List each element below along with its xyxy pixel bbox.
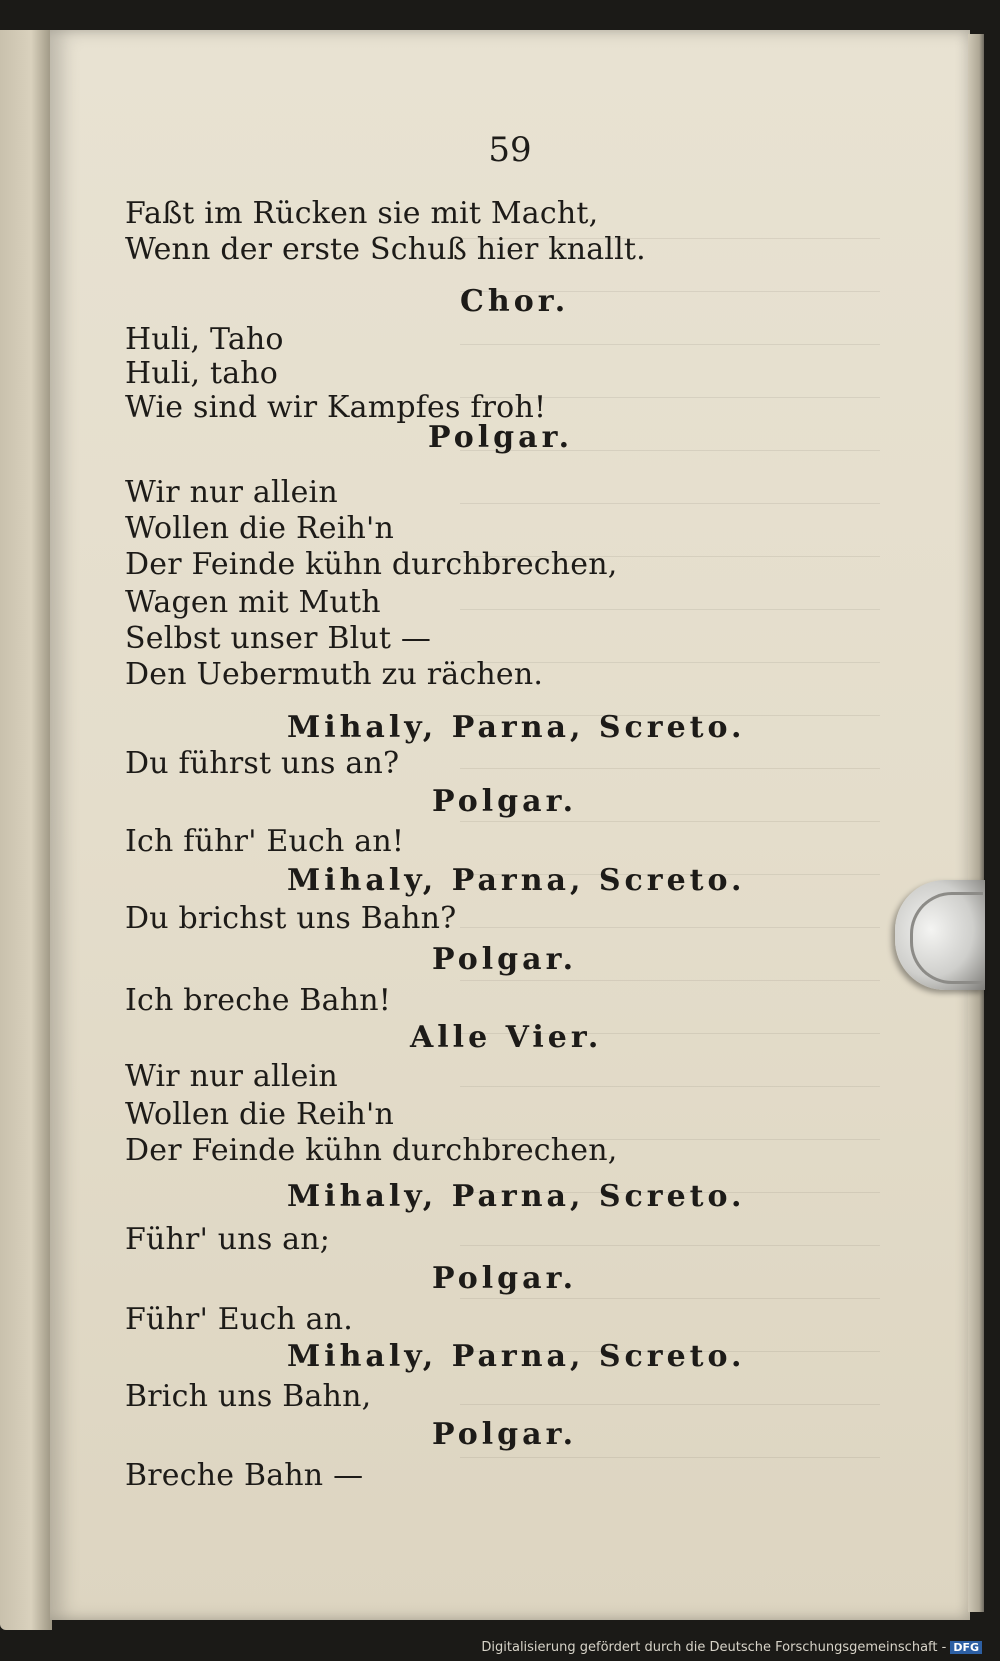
digitization-credit — [481, 1640, 982, 1655]
verse-line: Wir nur allein — [125, 475, 338, 510]
page-edge — [968, 34, 984, 1612]
verse-line: Du brichst uns Bahn? — [125, 901, 457, 936]
verse-line: Du führst uns an? — [125, 746, 400, 781]
verse-line: Huli, Taho — [125, 322, 284, 357]
verse-line: Brich uns Bahn, — [125, 1379, 372, 1414]
speaker-heading: Polgar. — [432, 784, 578, 819]
speaker-heading: Mihaly, Parna, Screto. — [287, 1179, 746, 1214]
verse-line: Der Feinde kühn durchbrechen, — [125, 1133, 618, 1168]
verse-line: Faßt im Rücken sie mit Macht, — [125, 196, 599, 231]
verse-line: Wie sind wir Kampfes froh! — [125, 390, 547, 425]
verse-line: Führ' uns an; — [125, 1222, 331, 1257]
verse-line: Ich breche Bahn! — [125, 983, 392, 1018]
verse-line: Huli, taho — [125, 356, 279, 391]
page-clip-rim — [910, 892, 983, 984]
verse-line: Selbst unser Blut — — [125, 621, 432, 656]
verse-line: Wollen die Reih'n — [125, 1097, 394, 1132]
speaker-heading: Polgar. — [432, 942, 578, 977]
speaker-heading: Mihaly, Parna, Screto. — [287, 863, 746, 898]
dfg-logo: DFG — [950, 1641, 982, 1654]
verse-line: Der Feinde kühn durchbrechen, — [125, 547, 618, 582]
speaker-heading: Polgar. — [432, 1417, 578, 1452]
verse-line: Wir nur allein — [125, 1059, 338, 1094]
credit-text: Digitalisierung gefördert durch die Deutsche Forschungsgemeinschaft - — [481, 1640, 947, 1655]
speaker-heading: Mihaly, Parna, Screto. — [287, 710, 746, 745]
verse-line: Wagen mit Muth — [125, 585, 381, 620]
verse-line: Führ' Euch an. — [125, 1302, 354, 1337]
verse-line: Den Uebermuth zu rächen. — [125, 657, 544, 692]
verse-line: Breche Bahn — — [125, 1458, 364, 1493]
page-number: 59 — [488, 130, 532, 170]
book-spine — [0, 30, 52, 1630]
verse-line: Wenn der erste Schuß hier knallt. — [125, 232, 646, 267]
speaker-heading: Alle Vier. — [410, 1020, 603, 1055]
verse-line: Wollen die Reih'n — [125, 511, 394, 546]
speaker-heading: Polgar. — [428, 420, 574, 455]
verse-line: Ich führ' Euch an! — [125, 824, 405, 859]
speaker-heading: Polgar. — [432, 1261, 578, 1296]
speaker-heading: Mihaly, Parna, Screto. — [287, 1339, 746, 1374]
speaker-heading: Chor. — [460, 284, 570, 319]
